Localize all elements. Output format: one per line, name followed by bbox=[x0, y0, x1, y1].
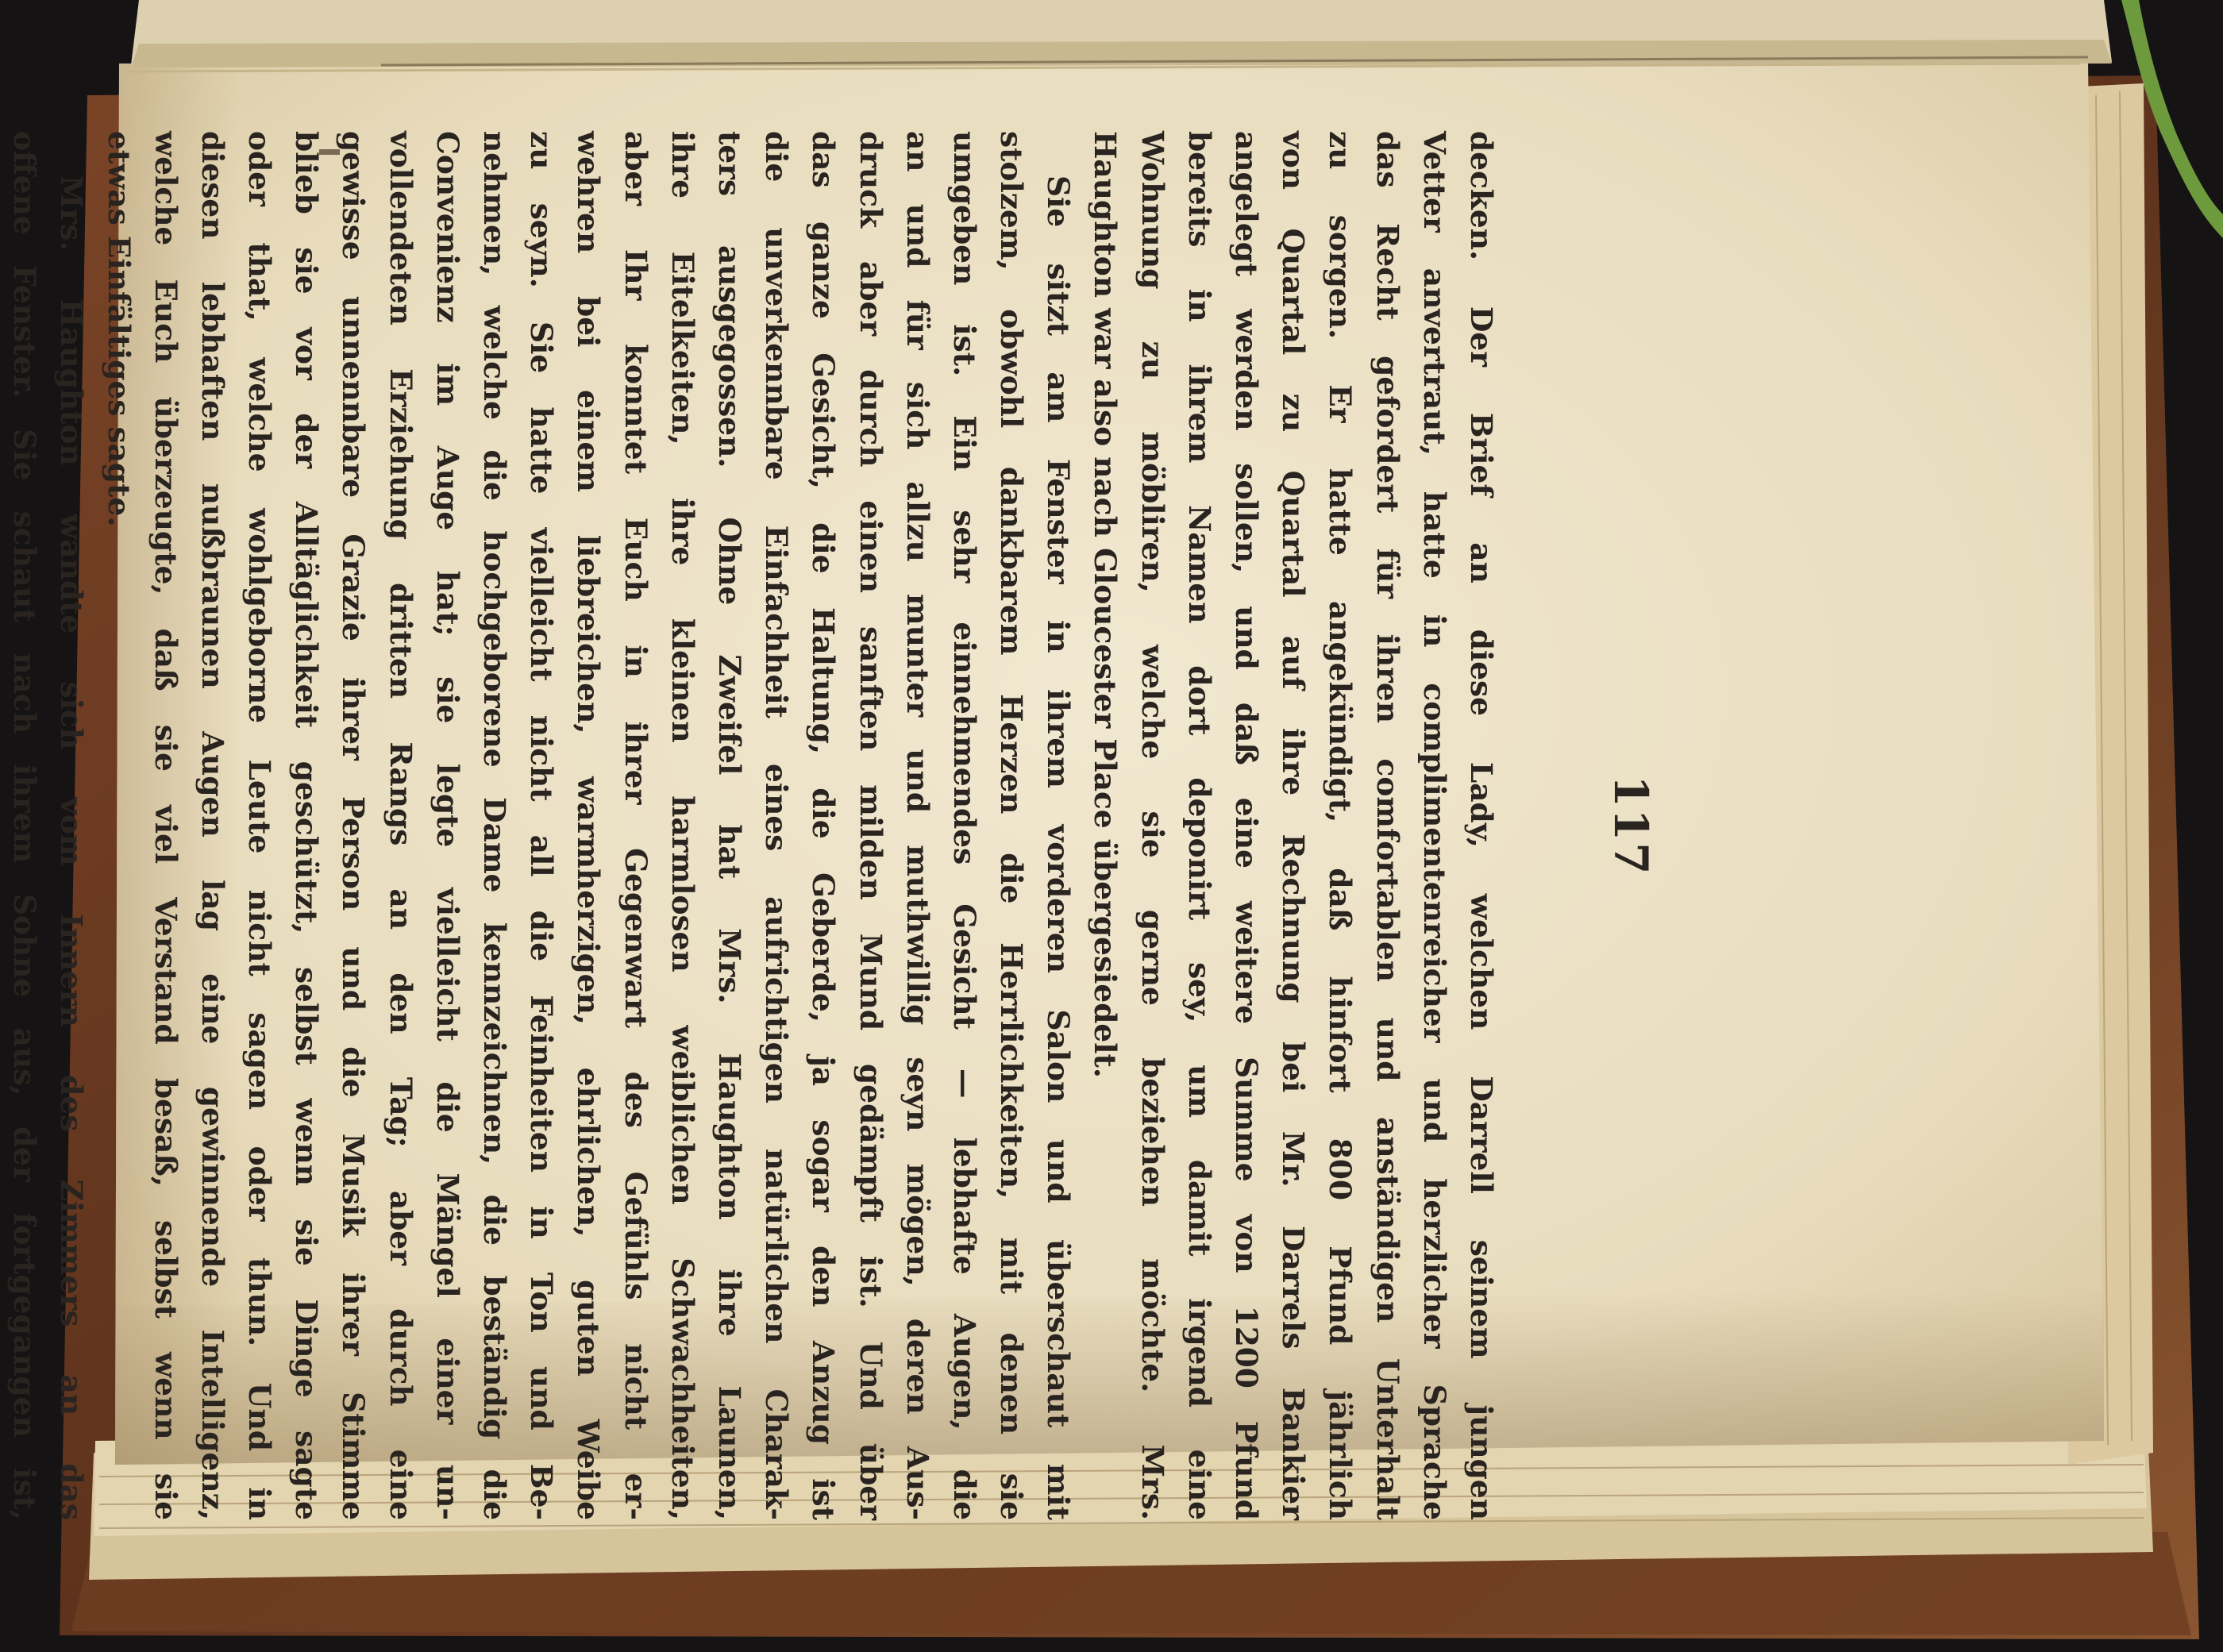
text-line: aber Ihr konntet Euch in ihrer Gegenwart des Gefühls nicht er- bbox=[618, 131, 653, 1520]
text-line: Haughton war also nach Gloucester Place übergesiedelt. bbox=[1088, 131, 1123, 1078]
text-line: gewisse unnennbare Grazie ihrer Person und die Musik ihrer Stimme bbox=[336, 131, 372, 1520]
text-line: von Quartal zu Quartal auf ihre Rechnung bei Mr. Darrels Bankier bbox=[1276, 131, 1312, 1520]
text-line: ters ausgegossen. Ohne Zweifel hat Mrs. Haughton ihre Launen, bbox=[712, 131, 747, 1520]
text-line: Mrs. Haughton wandte sich vom Innern des Zimmers an das bbox=[54, 175, 90, 1520]
text-body bbox=[1, 131, 1504, 1520]
text-line: zu seyn. Sie hatte vielleicht nicht all die Feinheiten in Ton und Be- bbox=[524, 131, 560, 1520]
text-line: Convenienz im Auge hat; sie legte vielleicht die Mängel einer un- bbox=[430, 131, 465, 1520]
text-line: nehmen, welche die hochgeborene Dame kennzeichnen, die beständig die bbox=[477, 131, 513, 1520]
text-line: das ganze Gesicht, die Haltung, die Geberde, ja sogar den Anzug ist bbox=[806, 131, 842, 1520]
text-line: zu sorgen. Er hatte angekündigt, daß hinfort 800 Pfund jährlich bbox=[1323, 131, 1358, 1520]
text-line: Wohnung zu möbliren, welche sie gerne beziehen möchte. Mrs. bbox=[1135, 131, 1170, 1520]
text-line: umgeben ist. Ein sehr einnehmendes Gesicht — lebhafte Augen, die bbox=[946, 131, 982, 1520]
text-line: blieb sie vor der Alltäglichkeit geschützt, selbst wenn sie Dinge sagte bbox=[289, 131, 325, 1520]
text-line: vollendeten Erziehung dritten Rangs an den Tag; aber durch eine bbox=[383, 131, 418, 1520]
text-line: offene Fenster. Sie schaut nach ihrem Sohne aus, der fortgegangen ist, bbox=[7, 131, 43, 1520]
text-line: oder that, welche wohlgeborne Leute nicht sagen oder thun. Und in bbox=[242, 131, 278, 1520]
text-line: die unverkennbare Einfachheit eines aufrichtigen natürlichen Charak- bbox=[759, 131, 795, 1520]
text-line: wehren bei einem liebreichen, warmherzigen, ehrlichen, guten Weibe bbox=[571, 131, 607, 1520]
text-line: decken. Der Brief an diese Lady, welchen Darrell seinem jungen bbox=[1464, 131, 1499, 1520]
text-line: stolzem, obwohl dankbarem Herzen die Herrlichkeiten, mit denen sie bbox=[994, 131, 1030, 1520]
text-line: angelegt werden sollen, und daß eine weitere Summe von 1200 Pfund bbox=[1229, 131, 1265, 1520]
page-text-block bbox=[7, 48, 1667, 1604]
text-line: Sie sitzt am Fenster in ihrem vorderen Salon und überschaut mit bbox=[1041, 175, 1077, 1520]
text-line: das Recht gefordert für ihren comfortablen und anständigen Unterhalt bbox=[1370, 131, 1405, 1520]
text-line: an und für sich allzu munter und muthwillig seyn mögen, deren Aus- bbox=[900, 131, 935, 1520]
page-number: 117 bbox=[1604, 775, 1658, 876]
text-line: druck aber durch einen sanften milden Mund gedämpft ist. Und über bbox=[853, 131, 888, 1520]
text-line: diesen lebhaften nußbraunen Augen lag eine gewinnende Intelligenz, bbox=[195, 131, 230, 1520]
text-line: welche Euch überzeugte, daß sie viel Verstand besaß, selbst wenn sie bbox=[148, 131, 183, 1520]
text-line: bereits in ihrem Namen dort deponirt sey, um damit irgend eine bbox=[1181, 131, 1217, 1520]
text-line: etwas Einfältiges sagte. bbox=[101, 131, 137, 527]
text-line: Vetter anvertraut, hatte in complimentenreicher und herzlicher Sprache bbox=[1416, 131, 1452, 1520]
text-line: ihre Eitelkeiten, ihre kleinen harmlosen weiblichen Schwachheiten, bbox=[665, 131, 700, 1520]
